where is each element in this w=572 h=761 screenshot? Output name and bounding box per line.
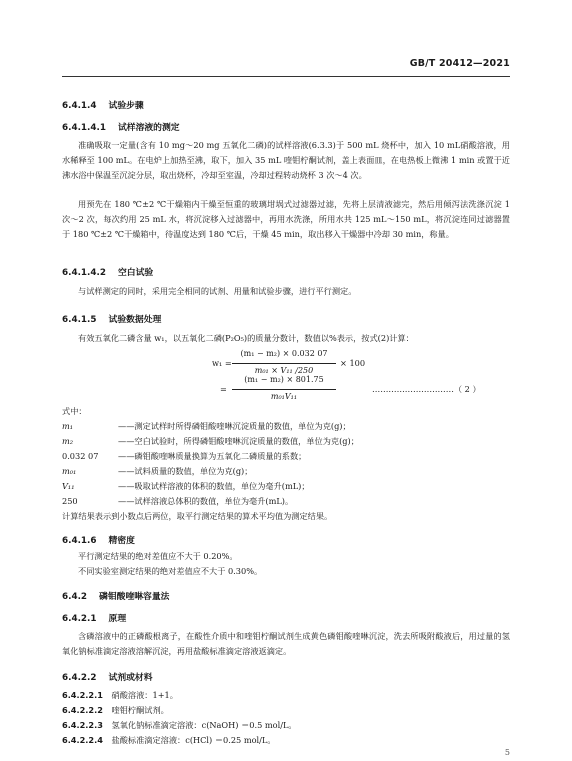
section-title: 试剂或材料 (108, 673, 153, 683)
where-label: 式中： (62, 406, 87, 416)
section-heading (62, 265, 153, 278)
fraction-bar (232, 389, 336, 390)
section-heading (62, 98, 144, 111)
section-number: 6.4.1.6 (62, 536, 97, 546)
section-title: 试验数据处理 (108, 315, 162, 325)
paragraph: 准确吸取一定量(含有 10 mg～20 mg 五氧化二磷)的试样溶液(6.3.3)于 500 mL 烧杯中，加入 10 mL硝酸溶液，用水稀释至 100 mL。在电炉上加热至沸，取下，加入 35 mL 喹钼柠酮试剂，盖上表面皿，在电热板上微沸 1 min 或置于近沸水浴中保温至沉淀分层，取出烧杯，冷却至室温，冷却过程转动烧杯 3 次～4 次。 (62, 140, 510, 180)
list-item (62, 690, 178, 701)
definition-symbol: V₁₁ (62, 481, 75, 491)
section-title: 原理 (108, 614, 127, 624)
formula-multiplier: × 100 (340, 358, 366, 368)
item-text: 盐酸标准滴定溶液：c(HCl) ＝0.25 mol/L。 (111, 735, 276, 745)
section-number: 6.4.1.5 (62, 315, 97, 325)
definition-symbol: 0.032 07 (62, 451, 99, 461)
item-number: 6.4.2.2.3 (62, 720, 103, 730)
section-heading (62, 120, 180, 133)
paragraph: 有效五氧化二磷含量 w₁，以五氧化二磷(P₂O₅)的质量分数计，数值以%表示，按式(2)计算： (78, 333, 414, 343)
item-text: 喹钼柠酮试剂。 (111, 705, 169, 715)
definition-symbol: m₁ (62, 421, 74, 431)
paragraph: 不同实验室测定结果的绝对差值应不大于 0.30%。 (78, 566, 263, 576)
paragraph: 含磷溶液中的正磷酸根离子，在酸性介质中和喹钼柠酮试剂生成黄色磷钼酸喹啉沉淀，洗去所吸附酸液后，用过量的氢氧化钠标准滴定溶液溶解沉淀，再用盐酸标准滴定溶液返滴定。 (62, 631, 510, 656)
section-title: 试样溶液的测定 (117, 123, 180, 133)
section-number: 6.4.2 (62, 592, 88, 602)
formula-equals: = (220, 384, 227, 394)
formula-numerator: (m₁ − m₂) × 801.75 (244, 375, 324, 384)
section-title: 试验步骤 (108, 101, 144, 111)
fraction-bar (232, 363, 336, 364)
item-number: 6.4.2.2.1 (62, 690, 103, 700)
section-heading (62, 312, 161, 325)
formula-reference: …………………………（ 2 ） (372, 384, 481, 394)
formula-denominator: m₀₁V₁₁ (270, 392, 298, 401)
paragraph: 与试样测定的同时，采用完全相同的试剂、用量和试验步骤，进行平行测定。 (78, 286, 357, 296)
definition-symbol: m₀₁ (62, 466, 77, 476)
standard-code: GB/T 20412—2021 (409, 58, 510, 69)
section-number: 6.4.2.1 (62, 614, 97, 624)
formula-lhs: w₁ = (212, 358, 232, 368)
definition-text: ——吸取试样溶液的体积的数值，单位为毫升(mL)； (118, 481, 310, 491)
definition-text: ——测定试样时所得磷钼酸喹啉沉淀质量的数值，单位为克(g)； (118, 421, 351, 431)
list-item (62, 720, 297, 731)
list-item (62, 735, 276, 746)
definition-text: ——磷钼酸喹啉质量换算为五氧化二磷质量的系数； (118, 451, 307, 461)
paragraph: 计算结果表示到小数点后两位，取平行测定结果的算术平均值为测定结果。 (62, 511, 333, 521)
section-title: 精密度 (108, 536, 135, 546)
section-heading (62, 611, 126, 624)
definition-text: ——试样溶液总体积的数值，单位为毫升(mL)。 (118, 496, 294, 506)
section-heading (62, 589, 169, 602)
section-heading (62, 670, 153, 683)
paragraph: 平行测定结果的绝对差值应不大于 0.20%。 (78, 551, 238, 561)
list-item (62, 705, 169, 716)
section-number: 6.4.1.4.2 (62, 268, 106, 278)
section-title: 磷钼酸喹啉容量法 (99, 592, 170, 602)
definition-symbol: 250 (62, 496, 78, 506)
definition-text: ——空白试验时，所得磷钼酸喹啉沉淀质量的数值，单位为克(g)； (118, 436, 359, 446)
section-title: 空白试验 (117, 268, 154, 278)
page-number: 5 (504, 748, 510, 757)
definition-text: ——试料质量的数值，单位为克(g)； (118, 466, 253, 476)
formula-denominator: m₀₁ × V₁₁ /250 (254, 366, 314, 375)
section-number: 6.4.1.4 (62, 101, 97, 111)
section-number: 6.4.2.2 (62, 673, 97, 683)
item-text: 硝酸溶液：1+1。 (111, 690, 178, 700)
formula-numerator: (m₁ − m₂) × 0.032 07 (240, 349, 328, 358)
section-heading (62, 533, 135, 546)
paragraph: 用预先在 180 ℃±2 ℃干燥箱内干燥至恒重的玻璃坩埚式过滤器过滤，先将上层清液滤完，然后用倾泻法洗涤沉淀 1 次～2 次，每次约用 25 mL 水，将沉淀移入过滤器中，再用水洗涤，所用水共 125 mL～150 mL，将沉淀连同过滤器置于 180 ℃±2 ℃干燥箱中，待温度达到 180 ℃后，干燥 45 min，取出移入干燥器中冷却 30 min，称量。 (62, 199, 510, 239)
item-number: 6.4.2.2.4 (62, 735, 103, 745)
section-number: 6.4.1.4.1 (62, 123, 106, 133)
item-text: 氢氧化钠标准滴定溶液：c(NaOH) ＝0.5 mol/L。 (111, 720, 297, 730)
header-rule (62, 76, 510, 77)
definition-symbol: m₂ (62, 436, 74, 446)
item-number: 6.4.2.2.2 (62, 705, 103, 715)
